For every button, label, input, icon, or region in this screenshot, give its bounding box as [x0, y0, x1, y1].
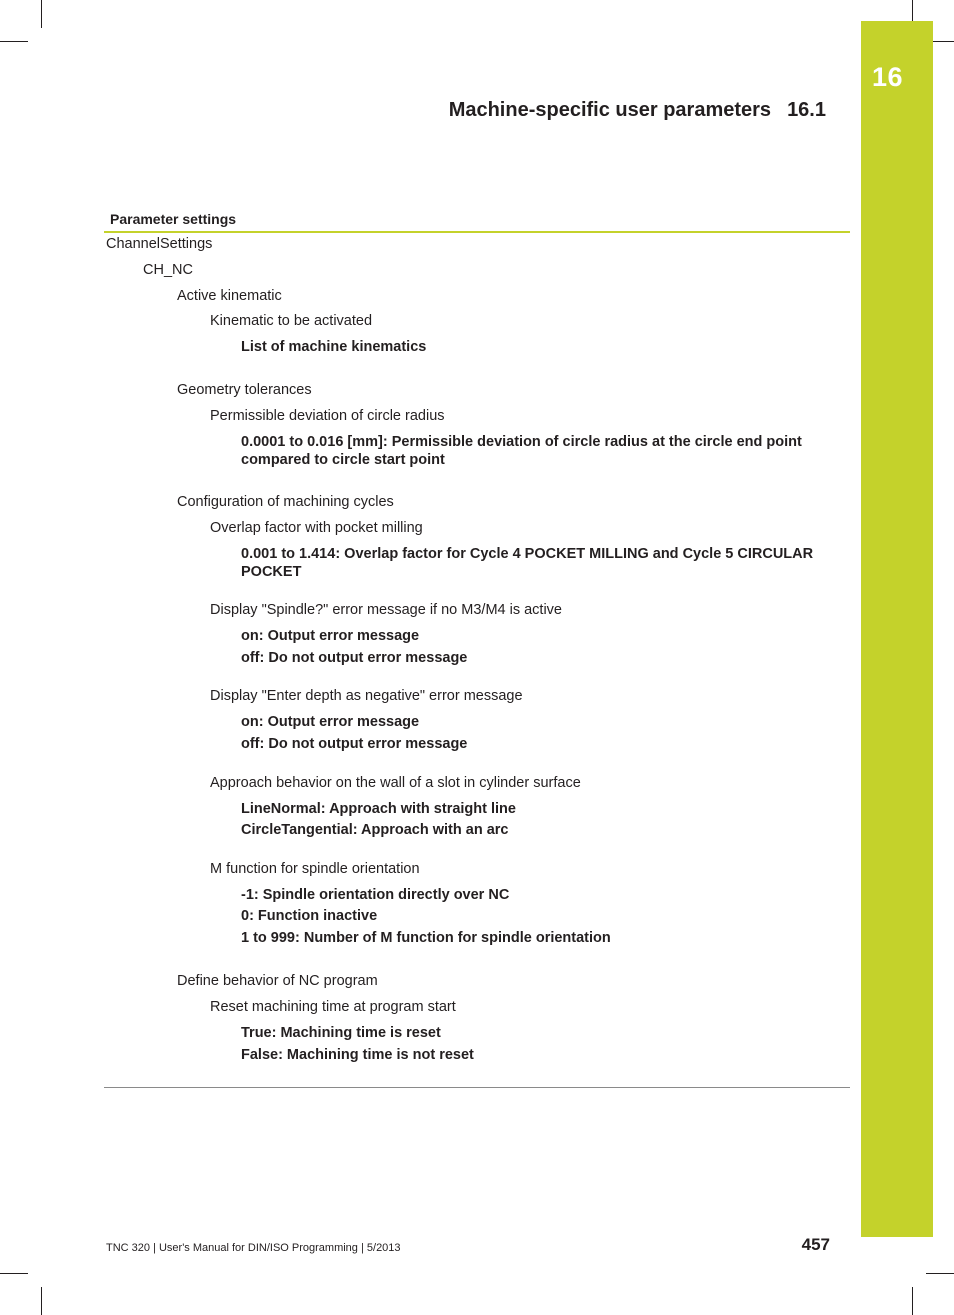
param-name: Overlap factor with pocket milling — [210, 520, 423, 536]
param-value: False: Machining time is not reset — [241, 1047, 474, 1063]
param-group: Active kinematic — [177, 288, 282, 304]
table-header: Parameter settings — [110, 211, 237, 227]
param-value: CircleTangential: Approach with an arc — [241, 822, 509, 838]
running-head — [449, 99, 826, 122]
param-group: Geometry tolerances — [177, 382, 312, 398]
param-name: Permissible deviation of circle radius — [210, 408, 445, 424]
param-value: -1: Spindle orientation directly over NC — [241, 887, 510, 903]
crop-mark — [912, 1287, 913, 1315]
param-group: Define behavior of NC program — [177, 973, 378, 989]
param-name: M function for spindle orientation — [210, 861, 420, 877]
crop-mark — [41, 1287, 42, 1315]
param-value: 0: Function inactive — [241, 908, 378, 924]
running-head-title: Machine-specific user parameters — [448, 99, 772, 121]
param-value: off: Do not output error message — [241, 736, 468, 752]
running-head-section: 16.1 — [787, 99, 826, 121]
param-level-2: CH_NC — [143, 262, 193, 278]
header-rule — [104, 231, 850, 233]
param-group: Configuration of machining cycles — [177, 494, 394, 510]
chapter-tab — [861, 21, 933, 1237]
param-value: on: Output error message — [241, 714, 420, 730]
footer-text: TNC 320 | User's Manual for DIN/ISO Programming | 5/2013 — [106, 1242, 401, 1254]
param-name: Approach behavior on the wall of a slot in cylinder surface — [210, 775, 581, 791]
crop-mark — [0, 41, 28, 42]
crop-mark — [926, 1273, 954, 1274]
param-value: List of machine kinematics — [241, 339, 427, 355]
param-value: 1 to 999: Number of M function for spindle orientation — [241, 930, 611, 946]
chapter-number: 16 — [872, 62, 904, 92]
param-value: 0.001 to 1.414: Overlap factor for Cycle 4 POCKET MILLING and Cycle 5 CIRCULAR POCKET — [241, 546, 814, 580]
crop-mark — [0, 1273, 28, 1274]
param-value: off: Do not output error message — [241, 650, 468, 666]
param-name: Display "Enter depth as negative" error message — [210, 688, 523, 704]
table-bottom-rule — [104, 1087, 850, 1088]
param-name: Display "Spindle?" error message if no M3/M4 is active — [210, 602, 562, 618]
param-value: LineNormal: Approach with straight line — [241, 801, 516, 817]
param-value: True: Machining time is reset — [241, 1025, 441, 1041]
param-name: Reset machining time at program start — [210, 999, 456, 1015]
param-name: Kinematic to be activated — [210, 313, 373, 329]
param-level-1: ChannelSettings — [106, 236, 213, 252]
page-number: 457 — [801, 1235, 830, 1254]
param-value: on: Output error message — [241, 628, 420, 644]
crop-mark — [41, 0, 42, 28]
param-value: 0.0001 to 0.016 [mm]: Permissible deviation of circle radius at the circle end point compared to circle start point — [241, 434, 802, 468]
